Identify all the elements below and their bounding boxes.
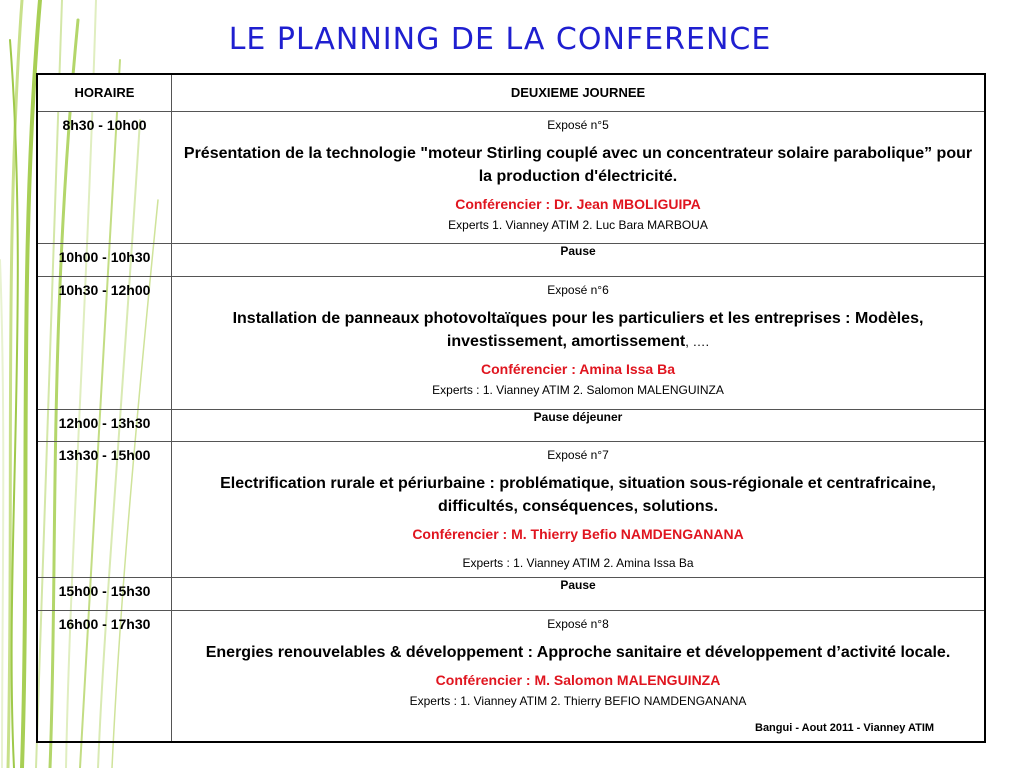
pause-cell: Pause xyxy=(172,243,986,276)
time-slot: 15h00 - 15h30 xyxy=(37,577,172,610)
session-cell xyxy=(172,111,986,243)
experts: Experts 1. Vianney ATIM 2. Luc Bara MARBOUA xyxy=(448,217,708,232)
expose-number: Exposé n°6 xyxy=(547,282,609,297)
talk-title xyxy=(182,142,974,188)
time-slot: 10h30 - 12h00 xyxy=(37,276,172,409)
expose-number: Exposé n°5 xyxy=(547,117,609,132)
expose-number: Exposé n°7 xyxy=(547,447,609,462)
table-row xyxy=(37,243,985,276)
talk-title-text: Electrification rurale et périurbaine : problématique, situation sous-régionale et centrafricaine, difficultés, conséquences, solutions. xyxy=(220,474,936,515)
table-row xyxy=(37,577,985,610)
schedule-table xyxy=(36,73,986,743)
session-cell xyxy=(172,276,986,409)
speaker: Conférencier : Amina Issa Ba xyxy=(481,360,675,377)
talk-title xyxy=(182,641,974,664)
experts: Experts : 1. Vianney ATIM 2. Salomon MALENGUINZA xyxy=(432,382,724,397)
column-header-horaire: HORAIRE xyxy=(37,74,172,111)
talk-title xyxy=(182,307,974,353)
talk-title-text: Présentation de la technologie "moteur Stirling couplé avec un concentrateur solaire parabolique” pour la production d'électricité. xyxy=(183,144,973,185)
talk-title xyxy=(182,472,974,518)
session-cell xyxy=(172,441,986,577)
time-slot: 8h30 - 10h00 xyxy=(37,111,172,243)
table-header-row xyxy=(37,74,985,111)
talk-title-text: Installation de panneaux photovoltaïques pour les particuliers et les entreprises : Modèles, investissement, amortissement xyxy=(232,309,924,350)
pause-cell: Pause déjeuner xyxy=(172,409,986,441)
table-row xyxy=(37,441,985,577)
talk-title-tail: , …. xyxy=(685,333,710,349)
time-slot: 13h30 - 15h00 xyxy=(37,441,172,577)
table-row xyxy=(37,276,985,409)
footer-credit: Bangui - Aout 2011 - Vianney ATIM xyxy=(755,722,935,734)
speaker: Conférencier : M. Salomon MALENGUINZA xyxy=(435,671,721,688)
table-row xyxy=(37,409,985,441)
time-slot: 10h00 - 10h30 xyxy=(37,243,172,276)
time-slot: 16h00 - 17h30 xyxy=(37,610,172,742)
experts: Experts : 1. Vianney ATIM 2. Thierry BEFIO NAMDENGANANA xyxy=(409,693,747,708)
speaker: Conférencier : Dr. Jean MBOLIGUIPA xyxy=(455,195,701,212)
talk-title-text: Energies renouvelables & développement : Approche sanitaire et développement d’activité locale. xyxy=(205,643,951,661)
speaker: Conférencier : M. Thierry Befio NAMDENGANANA xyxy=(412,525,744,542)
time-slot: 12h00 - 13h30 xyxy=(37,409,172,441)
column-header-journee: DEUXIEME JOURNEE xyxy=(172,74,986,111)
page-title: LE PLANNING DE LA CONFERENCE xyxy=(228,22,772,57)
expose-number: Exposé n°8 xyxy=(547,616,609,631)
pause-cell: Pause xyxy=(172,577,986,610)
table-row xyxy=(37,111,985,243)
experts: Experts : 1. Vianney ATIM 2. Amina Issa Ba xyxy=(462,555,694,570)
